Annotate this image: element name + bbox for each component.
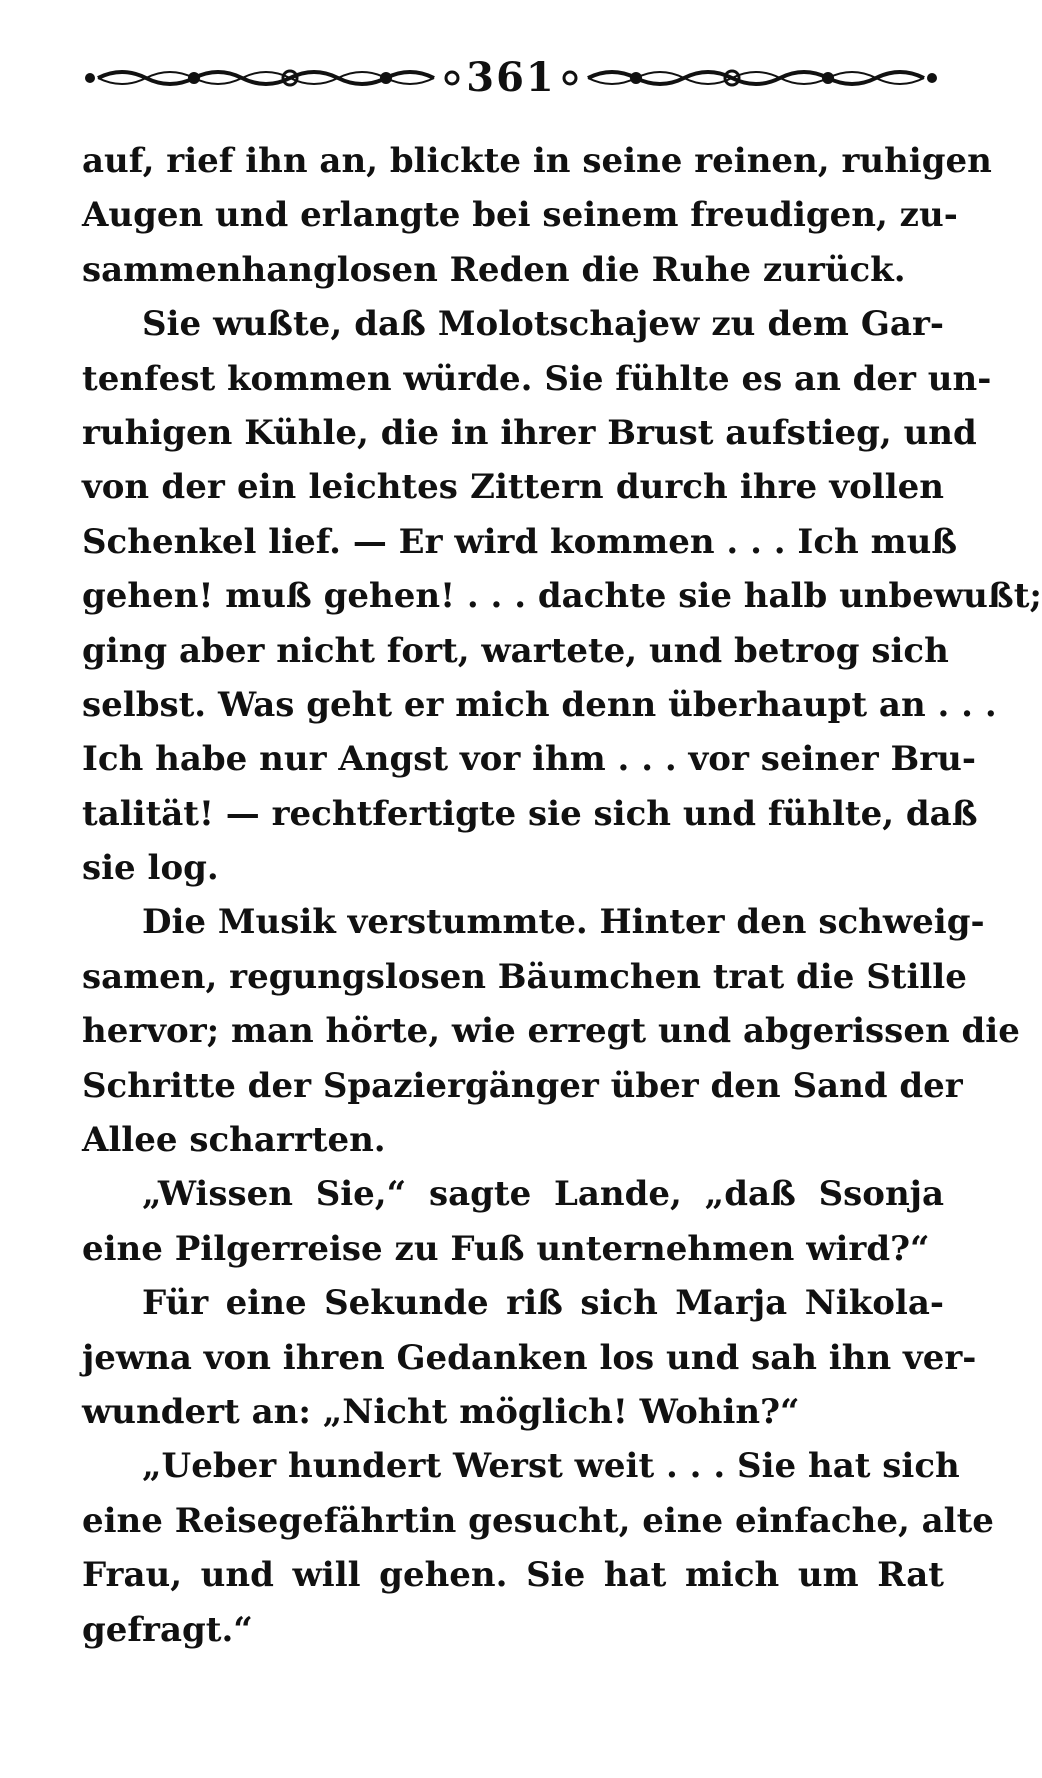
text-line: Augen und erlangte bei seinem freudigen, zu- bbox=[82, 195, 958, 236]
body-text bbox=[82, 134, 1042, 1657]
text-line: auf, rief ihn an, blickte in seine reinen, ruhigen bbox=[82, 141, 992, 181]
page-header bbox=[82, 48, 940, 108]
text-line: „Wissen Sie,“ sagte Lande, „daß Ssonja bbox=[142, 1174, 944, 1215]
text-line: Allee scharrten. bbox=[82, 1120, 386, 1161]
text-line: wundert an: „Nicht möglich! Wohin?“ bbox=[82, 1391, 800, 1432]
text-line: gefragt.“ bbox=[82, 1609, 253, 1650]
text-line: Schritte der Spaziergänger über den Sand der bbox=[82, 1065, 963, 1106]
ornament-left-icon bbox=[82, 66, 462, 90]
text-line: Frau, und will gehen. Sie hat mich um Rat bbox=[82, 1555, 944, 1596]
text-line: Für eine Sekunde riß sich Marja Nikola- bbox=[142, 1283, 944, 1324]
text-line: Schenkel lief. — Er wird kommen . . . Ich muß bbox=[82, 521, 958, 562]
text-line: hervor; man hörte, wie erregt und abgerissen die bbox=[82, 1011, 1020, 1052]
text-line: talität! — rechtfertigte sie sich und fühlte, daß bbox=[82, 793, 978, 834]
text-line: tenfest kommen würde. Sie fühlte es an der un- bbox=[82, 358, 992, 399]
text-line: jewna von ihren Gedanken los und sah ihn ver- bbox=[82, 1337, 977, 1378]
text-line: eine Reisegefährtin gesucht, eine einfache, alte bbox=[82, 1500, 994, 1541]
text-line: von der ein leichtes Zittern durch ihre vollen bbox=[82, 467, 944, 508]
ornament-right-icon bbox=[560, 66, 940, 90]
text-line: Sie wußte, daß Molotschajew zu dem Gar- bbox=[142, 304, 944, 345]
text-line: sammenhanglosen Reden die Ruhe zurück. bbox=[82, 249, 906, 290]
text-line: ging aber nicht fort, wartete, und betrog sich bbox=[82, 630, 949, 671]
text-line: „Ueber hundert Werst weit . . . Sie hat sich bbox=[142, 1446, 960, 1487]
text-line: samen, regungslosen Bäumchen trat die Stille bbox=[82, 956, 967, 997]
text-line: Die Musik verstummte. Hinter den schweig- bbox=[142, 902, 985, 943]
text-line: gehen! muß gehen! . . . dachte sie halb unbewußt; bbox=[82, 576, 1042, 617]
text-line: ruhigen Kühle, die in ihrer Brust aufstieg, und bbox=[82, 412, 977, 453]
text-line: Ich habe nur Angst vor ihm . . . vor seiner Bru- bbox=[82, 739, 977, 780]
text-line: eine Pilgerreise zu Fuß unternehmen wird?“ bbox=[82, 1228, 930, 1269]
text-line: selbst. Was geht er mich denn überhaupt an . . . bbox=[82, 684, 997, 725]
page-number: 361 bbox=[466, 54, 556, 101]
text-line: sie log. bbox=[82, 848, 219, 889]
